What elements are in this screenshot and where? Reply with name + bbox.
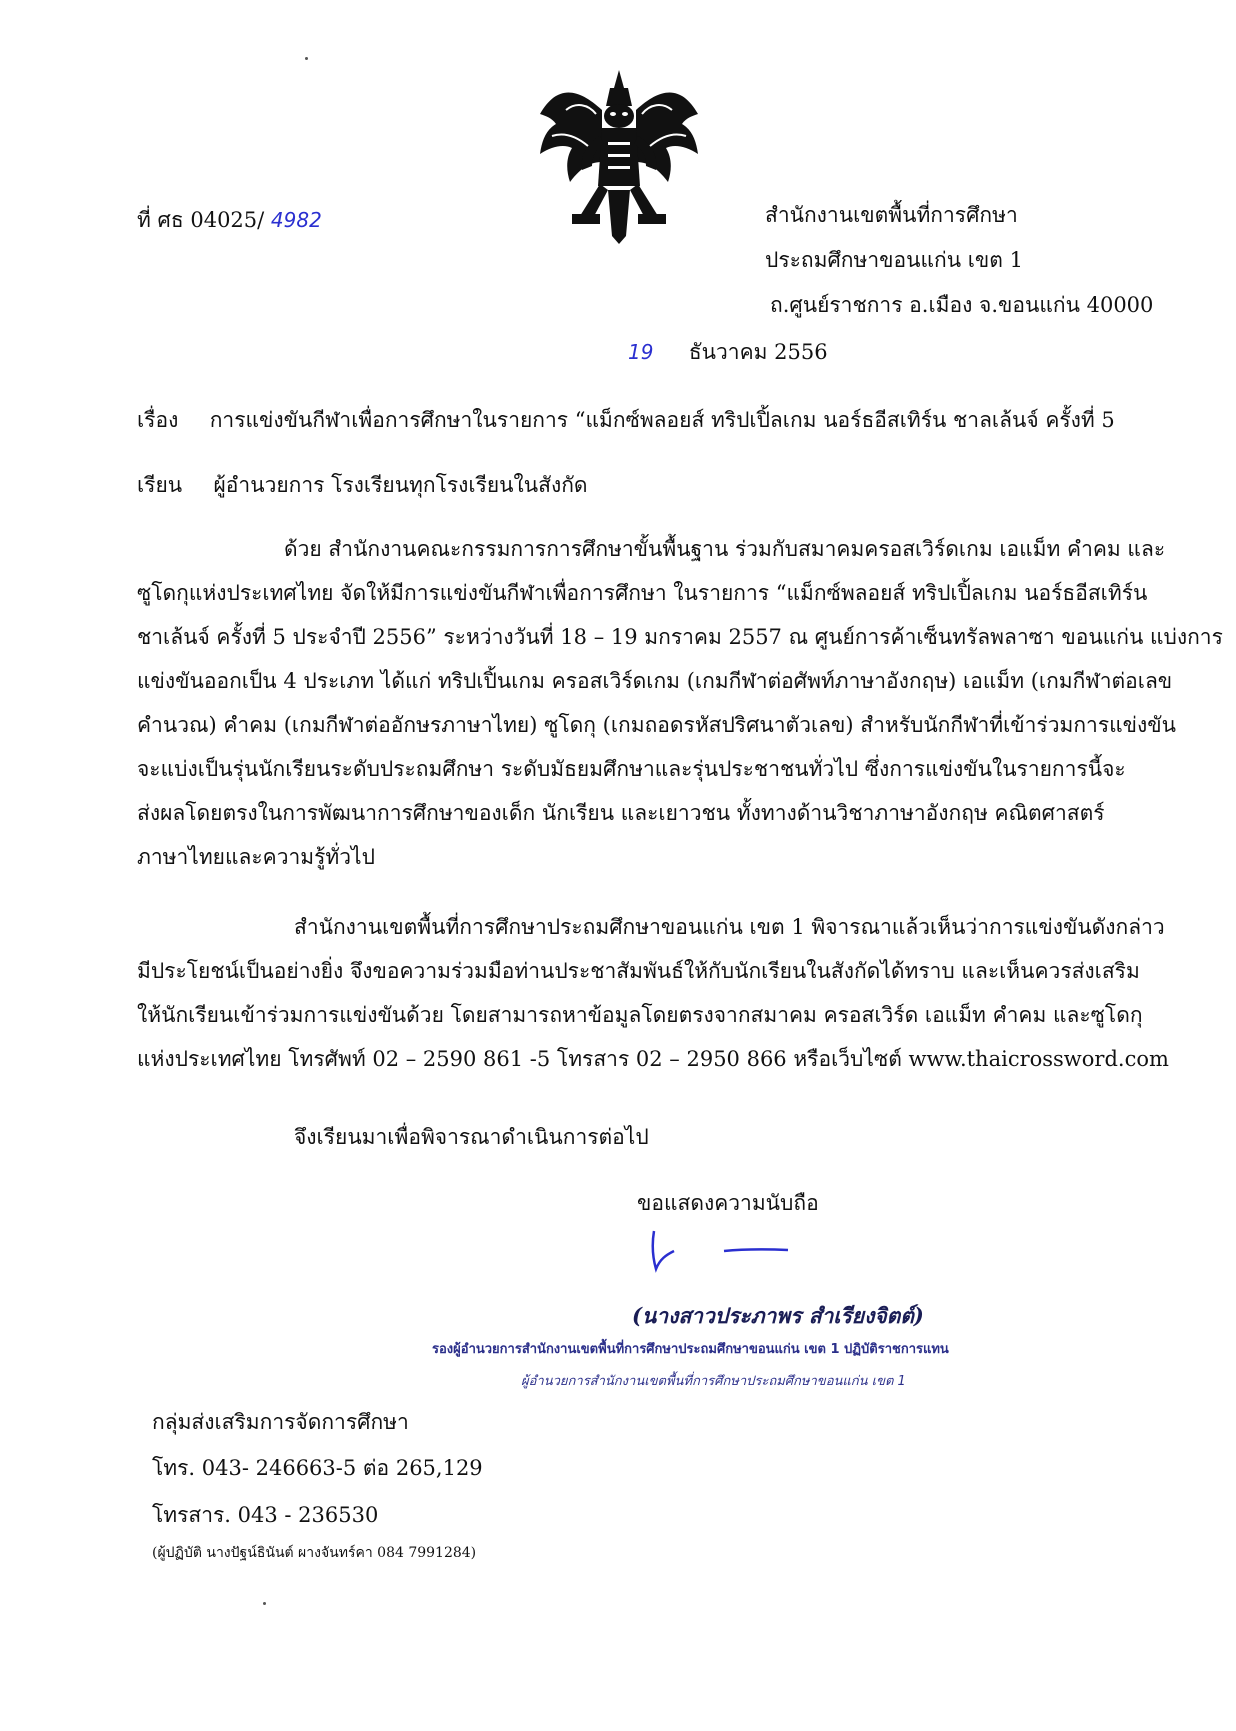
signer-title-stamp: รองผู้อำนวยการสำนักงานเขตพื้นที่การศึกษาประถมศึกษาขอนแก่น เขต 1 ปฏิบัติราชการแทน (432, 1342, 949, 1357)
operator-note: (ผู้ปฏิบัติ นางปัฐน์ธินันต์ ผางจันทร์คา 084 7991284) (152, 1545, 477, 1561)
paragraph-1-line: ส่งผลโดยตรงในการพัฒนาการศึกษาของเด็ก นักเรียน และเยาวชน ทั้งทางด้านวิชาภาษาอังกฤษ คณิตศาสตร์ (137, 801, 1105, 825)
paragraph-2-line: แห่งประเทศไทย โทรศัพท์ 02 – 2590 861 -5 โทรสาร 02 – 2950 866 หรือเว็บไซต์ www.thaicrossword.com (137, 1047, 1169, 1071)
signer-name: (นางสาวประภาพร สำเรียงจิตต์) (632, 1303, 924, 1328)
contact-department: กลุ่มส่งเสริมการจัดการศึกษา (152, 1410, 409, 1434)
subject-line (137, 405, 1115, 435)
paragraph-1-line: จะแบ่งเป็นรุ่นนักเรียนระดับประถมศึกษา ระดับมัธยมศึกษาและรุ่นประชาชนทั่วไป ซึ่งการแข่งขันในรายการนี้จะ (137, 757, 1126, 781)
body-paragraph-2 (137, 905, 1169, 1081)
salutation: ขอแสดงความนับถือ (637, 1191, 819, 1215)
subject-text: การแข่งขันกีฬาเพื่อการศึกษาในรายการ “แม็กซ์พลอยส์ ทริปเปิ้ลเกม นอร์ธอีสเทิร์น ชาลเล้นจ์ ครั้งที่ 5 (209, 408, 1115, 432)
sender-address-line-2: ประถมศึกษาขอนแก่น เขต 1 (765, 248, 1023, 272)
paragraph-2-line: มีประโยชน์เป็นอย่างยิ่ง จึงขอความร่วมมือท่านประชาสัมพันธ์ให้กับนักเรียนในสังกัดได้ทราบ และเห็นควรส่งเสริม (137, 959, 1140, 983)
reference-number-handwritten: 4982 (270, 208, 322, 232)
garuda-emblem-icon (536, 66, 702, 244)
scan-speck (305, 57, 308, 60)
contact-fax: โทรสาร. 043 - 236530 (152, 1503, 379, 1527)
recipient-label: เรียน (137, 473, 183, 497)
signature-mark (640, 1225, 800, 1275)
paragraph-1-line: ซูโดกุแห่งประเทศไทย จัดให้มีการแข่งขันกีฬาเพื่อการศึกษา ในรายการ “แม็กซ์พลอยส์ ทริปเปิ้ลเกม นอร์ธอีสเทิร์น (137, 581, 1148, 605)
paragraph-2-line: ให้นักเรียนเข้าร่วมการแข่งขันด้วย โดยสามารถหาข้อมูลโดยตรงจากสมาคม ครอสเวิร์ด เอแม็ท คำคม และซูโดกุ (137, 1003, 1143, 1027)
sender-address-line-1: สำนักงานเขตพื้นที่การศึกษา (765, 203, 1018, 227)
date-month-year: ธันวาคม 2556 (688, 340, 828, 364)
date-day-handwritten: 19 (628, 340, 654, 364)
body-paragraph-1 (137, 527, 1223, 879)
reference-number (137, 205, 322, 235)
recipient-text: ผู้อำนวยการ โรงเรียนทุกโรงเรียนในสังกัด (213, 473, 588, 497)
letter-date (628, 337, 828, 367)
closing-request: จึงเรียนมาเพื่อพิจารณาดำเนินการต่อไป (294, 1125, 649, 1149)
paragraph-2-line: สำนักงานเขตพื้นที่การศึกษาประถมศึกษาขอนแก่น เขต 1 พิจารณาแล้วเห็นว่าการแข่งขันดังกล่าว (294, 915, 1165, 939)
reference-prefix: ที่ ศธ 04025/ (137, 208, 265, 232)
signer-title-stamp-2: ผู้อำนวยการสำนักงานเขตพื้นที่การศึกษาประถมศึกษาขอนแก่น เขต 1 (521, 1374, 906, 1389)
paragraph-1-line: ด้วย สำนักงานคณะกรรมการการศึกษาขั้นพื้นฐาน ร่วมกับสมาคมครอสเวิร์ดเกม เอแม็ท คำคม และ (284, 537, 1166, 561)
paragraph-1-line: ภาษาไทยและความรู้ทั่วไป (137, 845, 375, 869)
sender-address-line-3: ถ.ศูนย์ราชการ อ.เมือง จ.ขอนแก่น 40000 (770, 293, 1154, 317)
paragraph-1-line: ชาเล้นจ์ ครั้งที่ 5 ประจำปี 2556” ระหว่างวันที่ 18 – 19 มกราคม 2557 ณ ศูนย์การค้าเซ็นทรัลพลาซา ขอนแก่น แบ่งการ (137, 625, 1223, 649)
paragraph-1-line: แข่งขันออกเป็น 4 ประเภท ได้แก่ ทริปเปิ้นเกม ครอสเวิร์ดเกม (เกมกีฬาต่อศัพท์ภาษาอังกฤษ) เอแม็ท (เกมกีฬาต่อเลข (137, 669, 1173, 693)
contact-phone: โทร. 043- 246663-5 ต่อ 265,129 (152, 1456, 483, 1480)
recipient-line (137, 470, 588, 500)
paragraph-1-line: คำนวณ) คำคม (เกมกีฬาต่ออักษรภาษาไทย) ซูโดกุ (เกมถอดรหัสปริศนาตัวเลข) สำหรับนักกีฬาที่เข้าร่วมการแข่งขัน (137, 713, 1176, 737)
subject-label: เรื่อง (137, 408, 179, 432)
scan-speck (263, 1602, 266, 1605)
